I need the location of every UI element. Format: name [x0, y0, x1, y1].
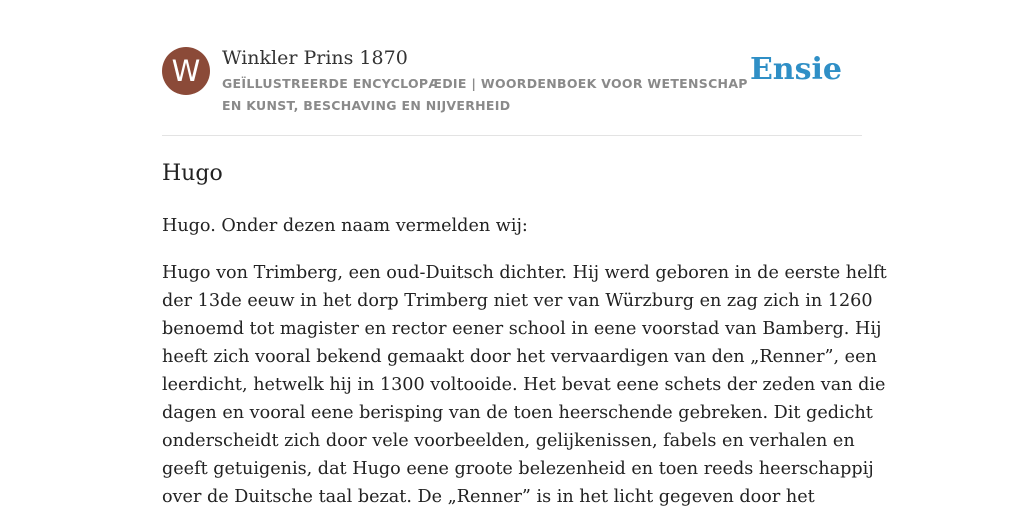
body-line: der 13de eeuw in het dorp Trimberg niet ver van Würzburg en zag zich in 1260 — [162, 291, 873, 311]
body-line: leerdicht, hetwelk hij in 1300 voltooide. Het bevat eene schets der zeden van die — [162, 375, 886, 395]
body-line: Hugo von Trimberg, een oud-Duitsch dichter. Hij werd geboren in de eerste helft — [162, 263, 887, 283]
ensie-logo-link[interactable]: Ensie — [749, 52, 842, 87]
body-line: over de Duitsche taal bezat. De „Renner” is in het licht gegeven door het — [162, 487, 815, 507]
body-line: heeft zich vooral bekend gemaakt door het vervaardigen van den „Renner”, een — [162, 347, 877, 367]
body-line: benoemd tot magister en rector eener school in eene voorstad van Bamberg. Hij — [162, 319, 882, 339]
site-header — [162, 45, 862, 135]
body-line: geeft getuigenis, dat Hugo eene groote belezenheid en toen reeds heerschappij — [162, 459, 874, 479]
article-title: Hugo — [162, 161, 223, 186]
body-line: onderscheidt zich door vele voorbeelden, gelijkenissen, fabels en verhalen en — [162, 431, 855, 451]
article-intro: Hugo. Onder dezen naam vermelden wij: — [162, 216, 528, 236]
book-title[interactable]: Winkler Prins 1870 — [222, 47, 408, 69]
book-subtitle: GEÏLLUSTREERDE ENCYCLOPÆDIE | WOORDENBOEK VOOR WETENSCHAP EN KUNST, BESCHAVING EN NIJVERHEID — [222, 76, 748, 113]
header-divider — [162, 135, 862, 136]
body-line: dagen en vooral eene berisping van de toen heerschende gebreken. Dit gedicht — [162, 403, 873, 423]
book-avatar[interactable]: W — [162, 47, 210, 95]
article-body — [162, 259, 887, 511]
